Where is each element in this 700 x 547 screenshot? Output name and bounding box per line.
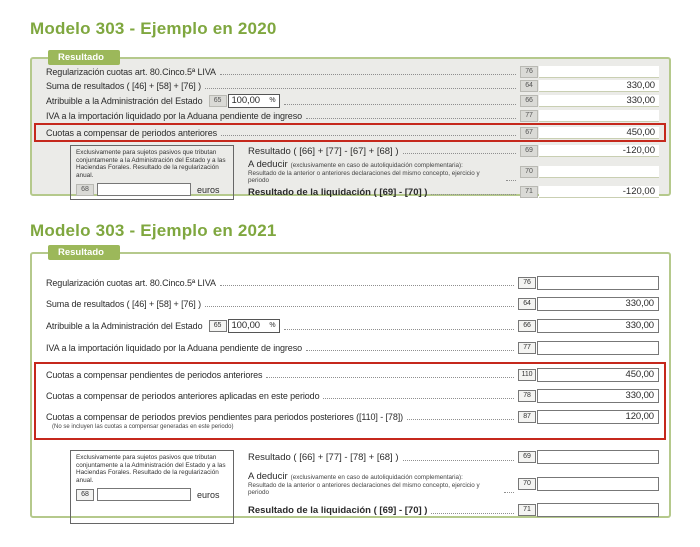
row-label: Resultado ( [66] + [77] - [78] + [68] ) [248, 451, 399, 463]
dotted-leader [221, 135, 516, 136]
row-label: Regularización cuotas art. 80.Cinco.5ª LIVA [46, 277, 216, 288]
dotted-leader [220, 74, 516, 75]
form-row-66 [46, 93, 659, 108]
field-value-input[interactable] [537, 276, 659, 290]
form-2020 [30, 52, 671, 198]
field-number-badge: 71 [518, 504, 536, 516]
row-sublabel: (exclusivamente en caso de autoliquidación complementaria): [290, 162, 463, 169]
row-label: Atribuible a la Administración del Estado [46, 320, 203, 331]
dotted-leader [306, 118, 516, 119]
field-number-badge: 67 [520, 127, 538, 139]
field-number-badge: 70 [520, 166, 538, 178]
field-number-badge: 65 [209, 95, 227, 107]
joint-taxation-note-box [70, 450, 234, 524]
form-row-76 [46, 276, 659, 289]
dotted-leader [506, 180, 516, 181]
field-number-badge: 65 [209, 320, 227, 332]
field-68-input[interactable] [97, 183, 191, 196]
form-rows [32, 254, 669, 440]
field-number-badge: 77 [520, 110, 538, 122]
dotted-leader [323, 398, 514, 399]
field-value-input[interactable]: 120,00 [537, 410, 659, 424]
percent-value: 100,00 [231, 94, 260, 106]
row-label: Suma de resultados ( [46] + [58] + [76] ) [46, 80, 201, 91]
form-row-64 [46, 297, 659, 310]
field-value-input[interactable] [537, 341, 659, 355]
field-number-badge: 69 [520, 145, 538, 157]
form-row-87 [46, 410, 659, 430]
row-label: A deducir [248, 159, 288, 170]
highlight-red-box [34, 362, 666, 440]
field-number-badge: 110 [518, 369, 536, 381]
dotted-leader [205, 306, 514, 307]
field-value-input[interactable] [537, 503, 659, 517]
section-title-2021: Modelo 303 - Ejemplo en 2021 [30, 221, 277, 241]
row-label: Cuotas a compensar de periodos anteriores [46, 127, 218, 138]
results-block [234, 450, 659, 524]
form-row-66 [46, 318, 659, 333]
row-label: Cuotas a compensar de periodos anteriores aplicadas en este periodo [46, 390, 320, 401]
row-label: Resultado de la liquidación ( [69] - [70] ) [248, 186, 428, 198]
dotted-leader [431, 513, 514, 514]
dotted-leader [266, 377, 514, 378]
dotted-leader [205, 88, 516, 89]
field-value-input[interactable]: 450,00 [539, 127, 659, 139]
note-text: Exclusivamente para sujetos pasivos que tributan conjuntamente a la Administración del Estado y a las Haciendas Forales. Resultado de la regularización anual. [76, 454, 226, 484]
field-value-input[interactable] [537, 477, 659, 491]
result-row-70 [248, 471, 659, 496]
field-value-input[interactable]: 330,00 [539, 95, 659, 107]
form-rows [32, 59, 669, 142]
note-text: Exclusivamente para sujetos pasivos que tributan conjuntamente a la Administración del Estado y a las Haciendas Forales. Resultado de la regularización anual. [76, 149, 226, 179]
dotted-leader [431, 194, 516, 195]
row-label: Cuotas a compensar pendientes de periodos anteriores [46, 369, 263, 380]
field-number-badge: 68 [76, 184, 94, 196]
result-row-70 [248, 159, 659, 184]
row-label: Regularización cuotas art. 80.Cinco.5ª LIVA [46, 66, 216, 77]
row-label: IVA a la importación liquidado por la Aduana pendiente de ingreso [46, 342, 303, 353]
row-sublabel: (exclusivamente en caso de autoliquidación complementaria): [290, 474, 463, 481]
field-value-input[interactable]: 450,00 [537, 368, 659, 382]
field-number-badge: 64 [518, 298, 536, 310]
results-block [234, 145, 659, 200]
result-row-71 [248, 503, 659, 517]
form-row-87-line [46, 410, 659, 423]
section-title-2020: Modelo 303 - Ejemplo en 2020 [30, 19, 277, 39]
field-value-input[interactable]: 330,00 [539, 80, 659, 92]
row-label: Suma de resultados ( [46] + [58] + [76] ) [46, 298, 201, 309]
resultado-tab: Resultado [48, 245, 120, 260]
percent-value: 100,00 [231, 319, 260, 331]
state-share-box [209, 319, 280, 333]
result-row-69 [248, 145, 659, 157]
percent-sign: % [269, 96, 276, 104]
field-value-input[interactable]: 330,00 [537, 319, 659, 333]
result-row-71 [248, 186, 659, 198]
percent-field[interactable] [228, 94, 280, 108]
form-row-67 [46, 126, 659, 139]
field-number-badge: 66 [520, 95, 538, 107]
field-number-badge: 87 [518, 411, 536, 423]
field-value-input[interactable] [537, 450, 659, 464]
field-number-badge: 70 [518, 478, 536, 490]
dotted-leader [504, 492, 514, 493]
result-row-69 [248, 450, 659, 464]
field-number-badge: 69 [518, 451, 536, 463]
dotted-leader [407, 419, 514, 420]
field-number-badge: 66 [518, 320, 536, 332]
form-row-77 [46, 109, 659, 122]
row-footnote: (No se incluyen las cuotas a compensar generadas en este periodo) [52, 424, 234, 430]
field-68-row [76, 183, 228, 196]
field-number-badge: 71 [520, 186, 538, 198]
field-number-badge: 78 [518, 390, 536, 402]
form-row-76 [46, 65, 659, 78]
dotted-leader [284, 329, 515, 330]
field-number-badge: 77 [518, 342, 536, 354]
field-number-badge: 76 [518, 277, 536, 289]
row-label: Resultado ( [66] + [77] - [67] + [68] ) [248, 145, 399, 157]
state-share-box [209, 94, 280, 108]
dotted-leader [403, 460, 514, 461]
a-deducir-labels [248, 159, 520, 184]
dotted-leader [220, 285, 514, 286]
field-number-badge: 64 [520, 80, 538, 92]
form-2021 [30, 247, 671, 518]
a-deducir-labels [248, 471, 518, 496]
euros-label: euros [197, 489, 220, 500]
field-value-input[interactable] [539, 166, 659, 178]
row-label: Resultado de la liquidación ( [69] - [70] ) [248, 504, 428, 516]
joint-taxation-note-box [70, 145, 234, 200]
field-value-input[interactable]: 330,00 [537, 297, 659, 311]
field-value-input[interactable]: -120,00 [539, 186, 659, 198]
form-footer [46, 450, 659, 524]
form-row-64 [46, 79, 659, 92]
field-68-input[interactable] [97, 488, 191, 501]
dotted-leader [403, 153, 516, 154]
dotted-leader [284, 104, 517, 105]
euros-label: euros [197, 184, 220, 195]
field-value-input[interactable] [539, 66, 659, 78]
dotted-leader [306, 350, 514, 351]
row-sublabel: Resultado de la anterior o anteriores declaraciones del mismo concepto, ejercicio y periodo [248, 482, 480, 496]
row-label: Atribuible a la Administración del Estado [46, 95, 203, 106]
percent-sign: % [269, 321, 276, 329]
form-row-78 [46, 389, 659, 402]
field-68-row [76, 488, 228, 501]
field-number-badge: 68 [76, 489, 94, 501]
field-value-input[interactable]: -120,00 [539, 145, 659, 157]
row-sublabel: Resultado de la anterior o anteriores declaraciones del mismo concepto, ejercicio y periodo [248, 170, 480, 184]
row-label: IVA a la importación liquidado por la Aduana pendiente de ingreso [46, 110, 303, 121]
row-label: Cuotas a compensar de periodos previos pendientes para periodos posteriores ([110] - [78]) [46, 411, 404, 422]
form-row-110 [46, 368, 659, 381]
percent-field[interactable] [228, 319, 280, 333]
field-number-badge: 76 [520, 66, 538, 78]
row-label: A deducir [248, 471, 288, 482]
field-value-input[interactable]: 330,00 [537, 389, 659, 403]
field-value-input[interactable] [539, 110, 659, 122]
form-row-77 [46, 341, 659, 354]
highlight-red-box [34, 123, 666, 142]
form-footer [46, 145, 659, 200]
resultado-tab: Resultado [48, 50, 120, 65]
